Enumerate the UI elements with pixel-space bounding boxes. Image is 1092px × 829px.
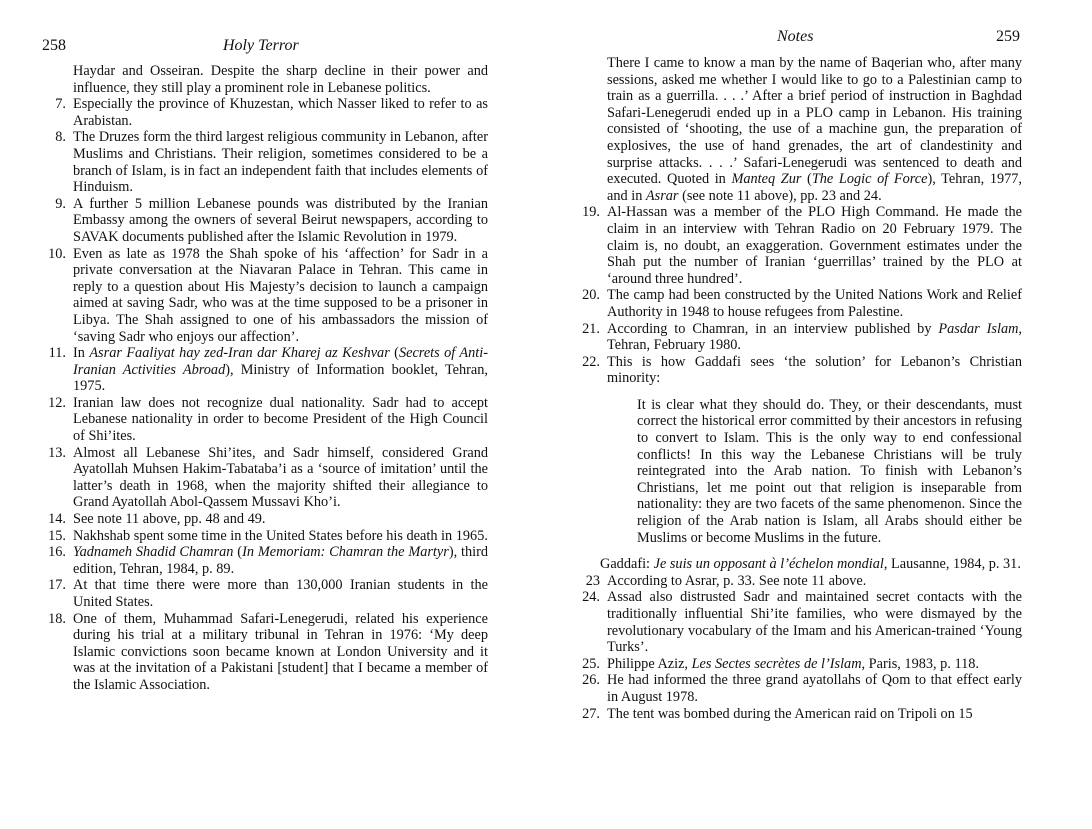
footnote-text: A further 5 million Lebanese pounds was distributed by the Iranian Embassy among the owners of several Beirut newspapers, according to SAVAK documents published after the Islamic Revolution in 1979. bbox=[73, 195, 488, 245]
quote-citation: Gaddafi: Je suis un opposant à l’échelon mondial, Lausanne, 1984, p. 31. bbox=[600, 556, 1021, 573]
footnote-number: 26. bbox=[582, 672, 600, 689]
footnote-text: At that time there were more than 130,000 Iranian students in the United States. bbox=[73, 577, 488, 610]
footnote bbox=[40, 544, 488, 577]
footnote-number: 14. bbox=[48, 511, 66, 528]
footnote bbox=[574, 672, 1022, 705]
footnote bbox=[574, 589, 1022, 655]
notes-list bbox=[40, 96, 488, 693]
notes-list bbox=[574, 573, 1022, 722]
block-quote: It is clear what they should do. They, or their descendants, must correct the historical error committed by their ancestors in refusing to convert to Islam. This is the only way to end confessional conflicts! In this way the Lebanese Christians will be truly reintegrated into the Arab nation. To finish with Lebanon’s Christians, let me point out that religion is inseparable from nationality: they are two facets of the same phenomenon. Since the religion of the Arab nation is Islam, all Arabs should either be Muslims or become Muslims in the future. bbox=[637, 396, 1022, 546]
footnote bbox=[40, 395, 488, 445]
continuation-text: There I came to know a man by the name of Baqerian who, after many sessions, asked me whether I would like to go to a Palestinian camp to train as a guerrilla. . . .’ After a brief period of instruction in Baghdad Safari-Lenegerudi ended up in a PLO camp in Lebanon. His training consisted of ‘shooting, the use of a machine gun, the preparation of explosives, the use of hand grenades, the art of clandestinity and surprise attacks. . . .’ Safari-Lenegerudi was sentenced to death and executed. Quoted in Manteq Zur (The Logic of Force), Tehran, 1977, and in Asrar (see note 11 above), pp. 23 and 24. bbox=[607, 55, 1023, 204]
footnote bbox=[574, 321, 1022, 354]
footnote-text: Almost all Lebanese Shi’ites, and Sadr himself, considered Grand Ayatollah Muhsen Hakim-Tabataba’i as a ‘source of imitation’ until the latter’s death in 1968, when the majority shifted their allegiance to Grand Ayatollah Abol-Qassem Mussavi Kho’i. bbox=[73, 444, 488, 511]
footnote-number: 23 bbox=[585, 572, 600, 589]
footnote-text: Philippe Aziz, Les Sectes secrètes de l’Islam, Paris, 1983, p. 118. bbox=[607, 655, 979, 672]
left-page bbox=[40, 0, 489, 693]
footnote bbox=[574, 656, 1022, 673]
footnote-number: 9. bbox=[55, 195, 66, 212]
footnote-number: 27. bbox=[582, 705, 600, 722]
footnote-text: He had informed the three grand ayatollahs of Qom to that effect early in August 1978. bbox=[607, 672, 1022, 705]
page-number: 258 bbox=[42, 37, 66, 54]
footnote-number: 8. bbox=[55, 129, 66, 146]
left-page-header bbox=[40, 0, 488, 54]
footnote-text: The Druzes form the third largest religious community in Lebanon, after Muslims and Christians. Their religion, sometimes considered to be a branch of Islam, is in fact an independent faith that includes elements of Hinduism. bbox=[73, 129, 488, 196]
footnote bbox=[40, 577, 488, 610]
footnote-text: The camp had been constructed by the United Nations Work and Relief Authority in 1948 to house refugees from Palestine. bbox=[607, 287, 1022, 320]
footnote-text: Assad also distrusted Sadr and maintained secret contacts with the traditionally influential Shi’ite families, who were dismayed by the revolutionary vocabulary of the Imam and his American-trained ‘Young Turks’. bbox=[607, 589, 1022, 656]
footnote-text: Yadnameh Shadid Chamran (In Memoriam: Chamran the Martyr), third edition, Tehran, 1984, p. 89. bbox=[73, 544, 489, 577]
footnote-text: See note 11 above, pp. 48 and 49. bbox=[73, 511, 266, 528]
footnote-number: 17. bbox=[48, 577, 66, 594]
footnote-number: 12. bbox=[48, 394, 66, 411]
running-title: Notes bbox=[777, 28, 814, 45]
notes-list bbox=[574, 204, 1022, 387]
footnote-number: 7. bbox=[55, 96, 66, 113]
footnote bbox=[40, 445, 488, 511]
footnote-text: The tent was bombed during the American raid on Tripoli on 15 bbox=[607, 705, 973, 722]
footnote bbox=[40, 196, 488, 246]
footnote bbox=[40, 345, 488, 395]
footnote bbox=[40, 511, 488, 528]
footnote-number: 15. bbox=[48, 527, 66, 544]
footnote bbox=[574, 706, 1022, 723]
footnote-text: Even as late as 1978 the Shah spoke of his ‘affection’ for Sadr in a private conversation at the Niavaran Palace in Tehran. This came in reply to a question about His Majesty’s decision to launch a campaign aimed at saving Sadr, who was at the time supposed to be a prisoner in Libya. The Shah assigned to one of his ambassadors the mission of ‘saving Sadr who enjoys our affection’. bbox=[73, 245, 488, 345]
footnote bbox=[574, 287, 1022, 320]
footnote-number: 25. bbox=[582, 655, 600, 672]
footnote bbox=[574, 573, 1022, 590]
footnote bbox=[40, 129, 488, 195]
footnote-number: 24. bbox=[582, 589, 600, 606]
footnote-number: 22. bbox=[582, 353, 600, 370]
footnote-number: 11. bbox=[48, 345, 66, 362]
footnote bbox=[574, 354, 1022, 387]
footnote-number: 19. bbox=[582, 204, 600, 221]
footnote-text: Especially the province of Khuzestan, which Nasser liked to refer to as Arabistan. bbox=[73, 96, 488, 129]
footnote-text: This is how Gaddafi sees ‘the solution’ for Lebanon’s Christian minority: bbox=[607, 353, 1022, 387]
footnote-number: 10. bbox=[48, 245, 66, 262]
footnote-number: 20. bbox=[582, 287, 600, 304]
right-page bbox=[574, 0, 1023, 722]
footnote bbox=[40, 611, 488, 694]
footnote bbox=[574, 204, 1022, 287]
right-page-header bbox=[574, 0, 1022, 45]
continuation-text: Haydar and Osseiran. Despite the sharp decline in their power and influence, they still play a prominent role in Lebanese politics. bbox=[73, 63, 488, 96]
footnote-text: In Asrar Faaliyat hay zed-Iran dar Kharej az Keshvar (Secrets of Anti-Iranian Activities Abroad), Ministry of Information booklet, Tehran, 1975. bbox=[73, 345, 489, 395]
footnote bbox=[40, 528, 488, 545]
footnote bbox=[40, 246, 488, 346]
footnote-text: One of them, Muhammad Safari-Lenegerudi, related his experience during his trial at a military tribunal in Tehran in 1976: ‘My deep Islamic convictions soon became known at London University and it was at the invitation of a Pakistani [student] that I became a member of the Islamic Association. bbox=[73, 610, 488, 693]
left-page-body bbox=[40, 63, 488, 694]
footnote-number: 16. bbox=[48, 544, 66, 561]
right-page-body bbox=[574, 55, 1022, 722]
footnote-number: 18. bbox=[48, 610, 66, 627]
footnote-number: 21. bbox=[582, 320, 600, 337]
footnote-text: According to Chamran, in an interview published by Pasdar Islam, Tehran, February 1980. bbox=[607, 320, 1022, 354]
footnote-text: Al-Hassan was a member of the PLO High Command. He made the claim in an interview with Tehran Radio on 20 February 1979. The claim is, no doubt, an exaggeration. Government estimates under the Shah put the number of Iranian ‘guerrillas’ trained by the PLO at ‘around three hundred’. bbox=[607, 204, 1022, 287]
footnote bbox=[40, 96, 488, 129]
footnote-number: 13. bbox=[48, 444, 66, 461]
footnote-text: Iranian law does not recognize dual nationality. Sadr had to accept Lebanese nationality in order to become President of the High Council of Shi’ites. bbox=[73, 394, 488, 445]
footnote-text: Nakhshab spent some time in the United States before his death in 1965. bbox=[73, 527, 488, 544]
running-title: Holy Terror bbox=[223, 37, 299, 54]
page-number: 259 bbox=[996, 28, 1020, 45]
footnote-text: According to Asrar, p. 33. See note 11 above. bbox=[607, 572, 867, 589]
